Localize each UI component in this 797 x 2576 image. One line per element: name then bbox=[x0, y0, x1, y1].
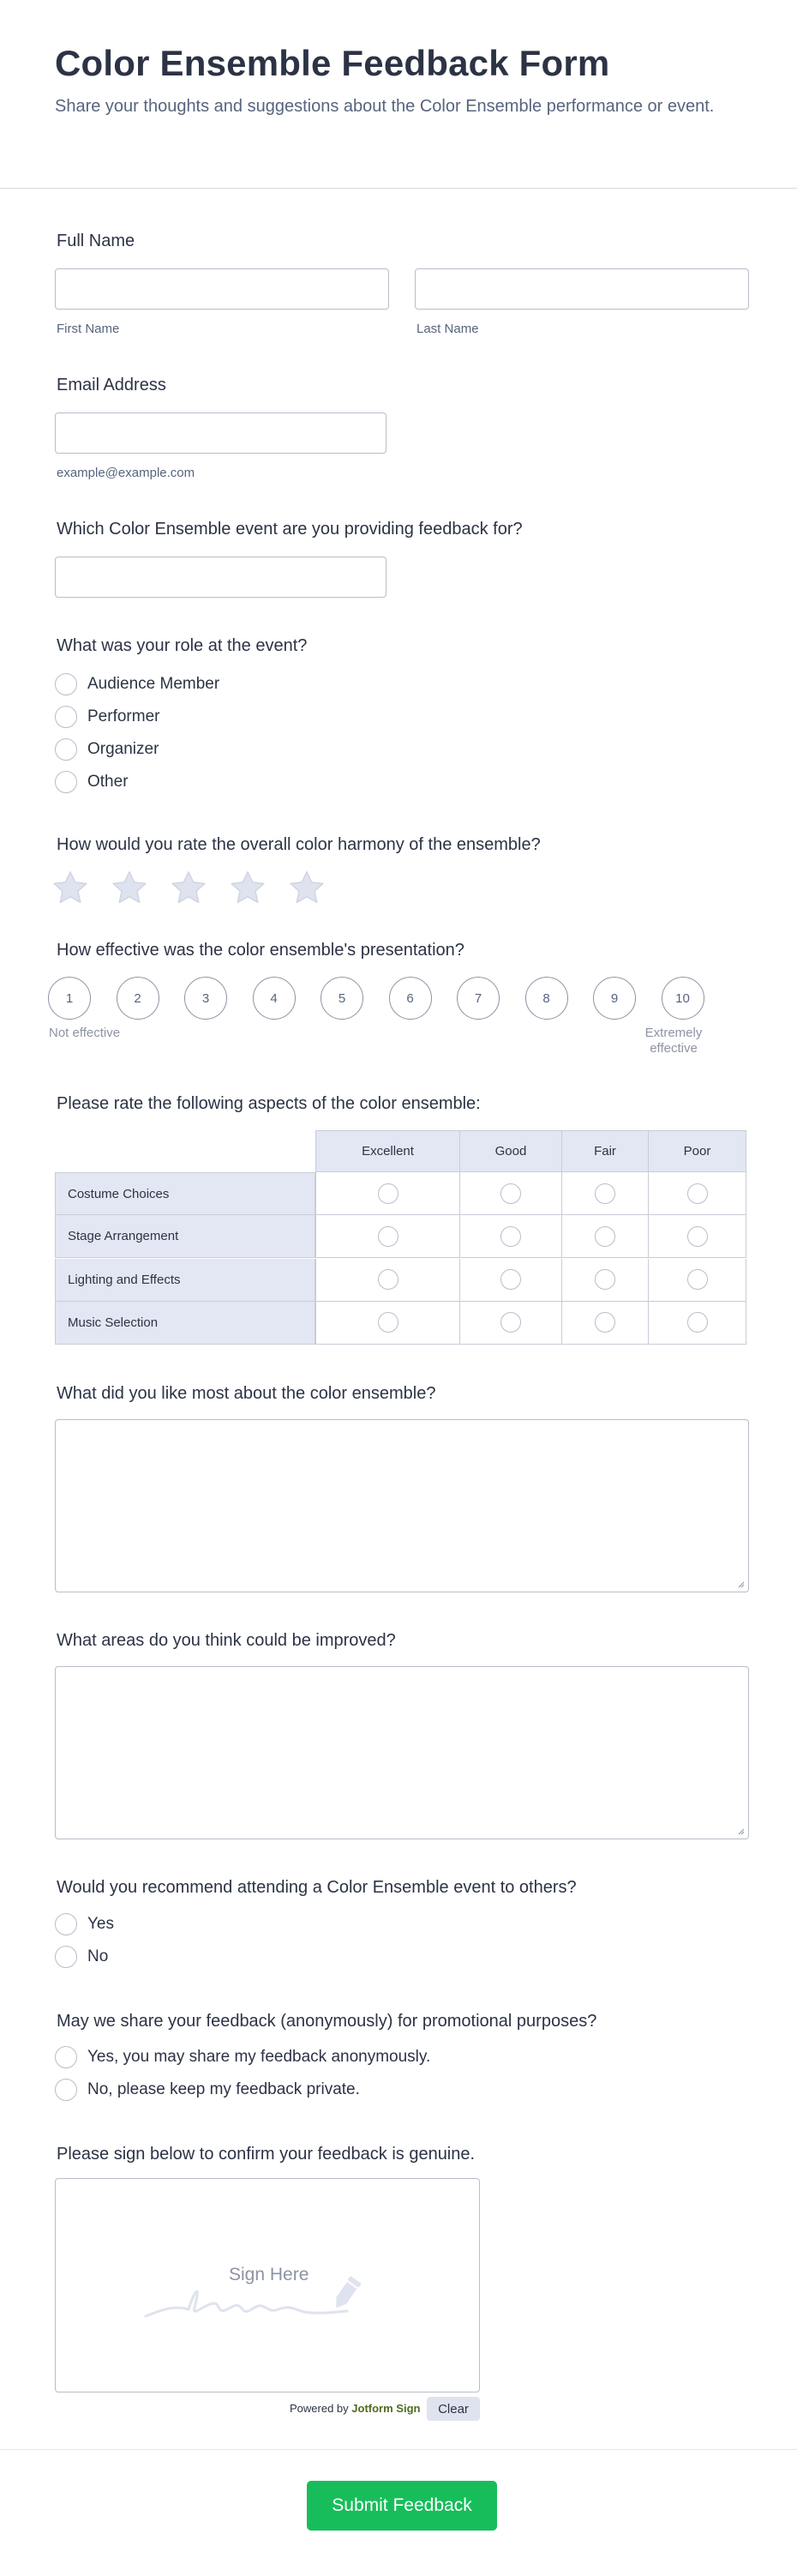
event-label: Which Color Ensemble event are you providing feedback for? bbox=[57, 520, 523, 539]
matrix-row-label: Stage Arrangement bbox=[55, 1215, 315, 1258]
scale-high-label-line2: effective bbox=[650, 1041, 698, 1056]
resize-grip-icon[interactable] bbox=[736, 1827, 745, 1835]
scale-option-7[interactable]: 7 bbox=[457, 977, 500, 1020]
footer-divider bbox=[0, 2449, 797, 2450]
signature-pad[interactable] bbox=[55, 2178, 480, 2392]
liked-textarea[interactable] bbox=[55, 1419, 749, 1592]
event-input[interactable] bbox=[55, 557, 387, 598]
scale-option-8[interactable]: 8 bbox=[525, 977, 568, 1020]
radio-button[interactable] bbox=[55, 771, 77, 793]
matrix-cell[interactable] bbox=[649, 1172, 746, 1215]
clear-signature-button[interactable]: Clear bbox=[427, 2397, 480, 2421]
scale-option-3[interactable]: 3 bbox=[184, 977, 227, 1020]
role-option-label: Other bbox=[87, 773, 129, 791]
recommend-option-label: Yes bbox=[87, 1915, 114, 1933]
matrix-cell[interactable] bbox=[649, 1259, 746, 1302]
role-option-label: Audience Member bbox=[87, 675, 220, 693]
star-icon[interactable] bbox=[170, 870, 207, 907]
signature-placeholder: Sign Here bbox=[229, 2265, 309, 2284]
powered-by bbox=[290, 2402, 420, 2415]
radio-button[interactable] bbox=[55, 738, 77, 761]
radio-button[interactable] bbox=[55, 2046, 77, 2068]
scale-option-9[interactable]: 9 bbox=[593, 977, 636, 1020]
radio-button[interactable] bbox=[595, 1312, 615, 1333]
radio-button[interactable] bbox=[595, 1269, 615, 1290]
radio-button[interactable] bbox=[500, 1226, 521, 1247]
matrix-cell[interactable] bbox=[562, 1259, 649, 1302]
role-option-audience[interactable] bbox=[55, 672, 219, 696]
share-option-label: Yes, you may share my feedback anonymously. bbox=[87, 2048, 431, 2066]
matrix-cell[interactable] bbox=[460, 1172, 562, 1215]
matrix-cell[interactable] bbox=[315, 1215, 460, 1258]
radio-button[interactable] bbox=[687, 1269, 708, 1290]
star-icon[interactable] bbox=[288, 870, 326, 907]
matrix-cell[interactable] bbox=[649, 1215, 746, 1258]
radio-button[interactable] bbox=[500, 1269, 521, 1290]
last-name-sublabel: Last Name bbox=[416, 322, 479, 336]
liked-label: What did you like most about the color ensemble? bbox=[57, 1384, 436, 1403]
matrix-cell[interactable] bbox=[315, 1172, 460, 1215]
radio-button[interactable] bbox=[55, 1946, 77, 1968]
role-option-other[interactable] bbox=[55, 770, 129, 794]
matrix-column-header: Good bbox=[460, 1130, 562, 1172]
matrix-cell[interactable] bbox=[315, 1259, 460, 1302]
recommend-label: Would you recommend attending a Color Ensemble event to others? bbox=[57, 1878, 577, 1897]
share-option-no[interactable] bbox=[55, 2078, 360, 2102]
improve-textarea[interactable] bbox=[55, 1666, 749, 1839]
scale-high-label bbox=[634, 1026, 713, 1056]
resize-grip-icon[interactable] bbox=[736, 1580, 745, 1588]
aspects-label: Please rate the following aspects of the color ensemble: bbox=[57, 1094, 481, 1113]
scale-option-2[interactable]: 2 bbox=[117, 977, 159, 1020]
radio-button[interactable] bbox=[55, 673, 77, 695]
matrix-column-header: Fair bbox=[562, 1130, 649, 1172]
matrix-cell[interactable] bbox=[460, 1302, 562, 1345]
matrix-cell[interactable] bbox=[315, 1302, 460, 1345]
radio-button[interactable] bbox=[55, 2079, 77, 2101]
radio-button[interactable] bbox=[55, 706, 77, 728]
email-sublabel: example@example.com bbox=[57, 466, 195, 480]
matrix-cell[interactable] bbox=[562, 1172, 649, 1215]
radio-button[interactable] bbox=[378, 1312, 398, 1333]
scale-option-4[interactable]: 4 bbox=[253, 977, 296, 1020]
radio-button[interactable] bbox=[687, 1312, 708, 1333]
scale-option-10[interactable]: 10 bbox=[662, 977, 704, 1020]
scale-low-label: Not effective bbox=[49, 1026, 121, 1040]
radio-button[interactable] bbox=[595, 1183, 615, 1204]
email-label: Email Address bbox=[57, 376, 166, 394]
first-name-input[interactable] bbox=[55, 268, 389, 310]
signature-label: Please sign below to confirm your feedback is genuine. bbox=[57, 2145, 476, 2164]
radio-button[interactable] bbox=[595, 1226, 615, 1247]
first-name-sublabel: First Name bbox=[57, 322, 120, 336]
role-option-organizer[interactable] bbox=[55, 737, 159, 761]
matrix-cell[interactable] bbox=[649, 1302, 746, 1345]
radio-button[interactable] bbox=[687, 1226, 708, 1247]
recommend-option-yes[interactable] bbox=[55, 1912, 114, 1936]
matrix-cell[interactable] bbox=[562, 1215, 649, 1258]
scale-option-1[interactable]: 1 bbox=[48, 977, 91, 1020]
radio-button[interactable] bbox=[378, 1183, 398, 1204]
powered-prefix: Powered by bbox=[290, 2402, 349, 2415]
share-option-yes[interactable] bbox=[55, 2045, 430, 2069]
recommend-option-no[interactable] bbox=[55, 1945, 108, 1969]
recommend-option-label: No bbox=[87, 1947, 109, 1965]
matrix-cell[interactable] bbox=[562, 1302, 649, 1345]
role-option-performer[interactable] bbox=[55, 705, 159, 729]
radio-button[interactable] bbox=[378, 1226, 398, 1247]
harmony-label: How would you rate the overall color harmony of the ensemble? bbox=[57, 835, 541, 854]
radio-button[interactable] bbox=[378, 1269, 398, 1290]
form-title: Color Ensemble Feedback Form bbox=[55, 43, 610, 83]
matrix-column-header: Excellent bbox=[315, 1130, 460, 1172]
scale-high-label-line1: Extremely bbox=[644, 1026, 703, 1040]
matrix-column-header: Poor bbox=[649, 1130, 746, 1172]
star-icon[interactable] bbox=[111, 870, 148, 907]
last-name-input[interactable] bbox=[415, 268, 749, 310]
matrix-cell[interactable] bbox=[460, 1215, 562, 1258]
scale-option-5[interactable]: 5 bbox=[321, 977, 363, 1020]
improve-label: What areas do you think could be improved? bbox=[57, 1631, 396, 1650]
radio-button[interactable] bbox=[687, 1183, 708, 1204]
email-input[interactable] bbox=[55, 412, 387, 454]
matrix-row-label: Music Selection bbox=[55, 1302, 315, 1345]
matrix-row-label: Costume Choices bbox=[55, 1172, 315, 1215]
pen-icon bbox=[331, 2276, 362, 2312]
powered-brand[interactable]: Jotform Sign bbox=[351, 2402, 421, 2415]
matrix-row-label: Lighting and Effects bbox=[55, 1259, 315, 1302]
scale-option-6[interactable]: 6 bbox=[389, 977, 432, 1020]
star-icon[interactable] bbox=[51, 870, 89, 907]
matrix-cell[interactable] bbox=[460, 1259, 562, 1302]
role-label: What was your role at the event? bbox=[57, 636, 308, 655]
submit-button[interactable]: Submit Feedback bbox=[307, 2481, 497, 2531]
role-option-label: Organizer bbox=[87, 740, 159, 758]
form-header bbox=[0, 0, 797, 189]
effectiveness-label: How effective was the color ensemble's presentation? bbox=[57, 941, 464, 960]
radio-button[interactable] bbox=[500, 1183, 521, 1204]
full-name-label: Full Name bbox=[57, 232, 135, 250]
radio-button[interactable] bbox=[55, 1913, 77, 1935]
share-option-label: No, please keep my feedback private. bbox=[87, 2080, 360, 2098]
radio-button[interactable] bbox=[500, 1312, 521, 1333]
aspects-matrix bbox=[55, 1130, 749, 1345]
form-description: Share your thoughts and suggestions about the Color Ensemble performance or event. bbox=[55, 97, 715, 116]
role-option-label: Performer bbox=[87, 707, 160, 725]
star-icon[interactable] bbox=[229, 870, 267, 907]
share-label: May we share your feedback (anonymously) for promotional purposes? bbox=[57, 2012, 597, 2031]
